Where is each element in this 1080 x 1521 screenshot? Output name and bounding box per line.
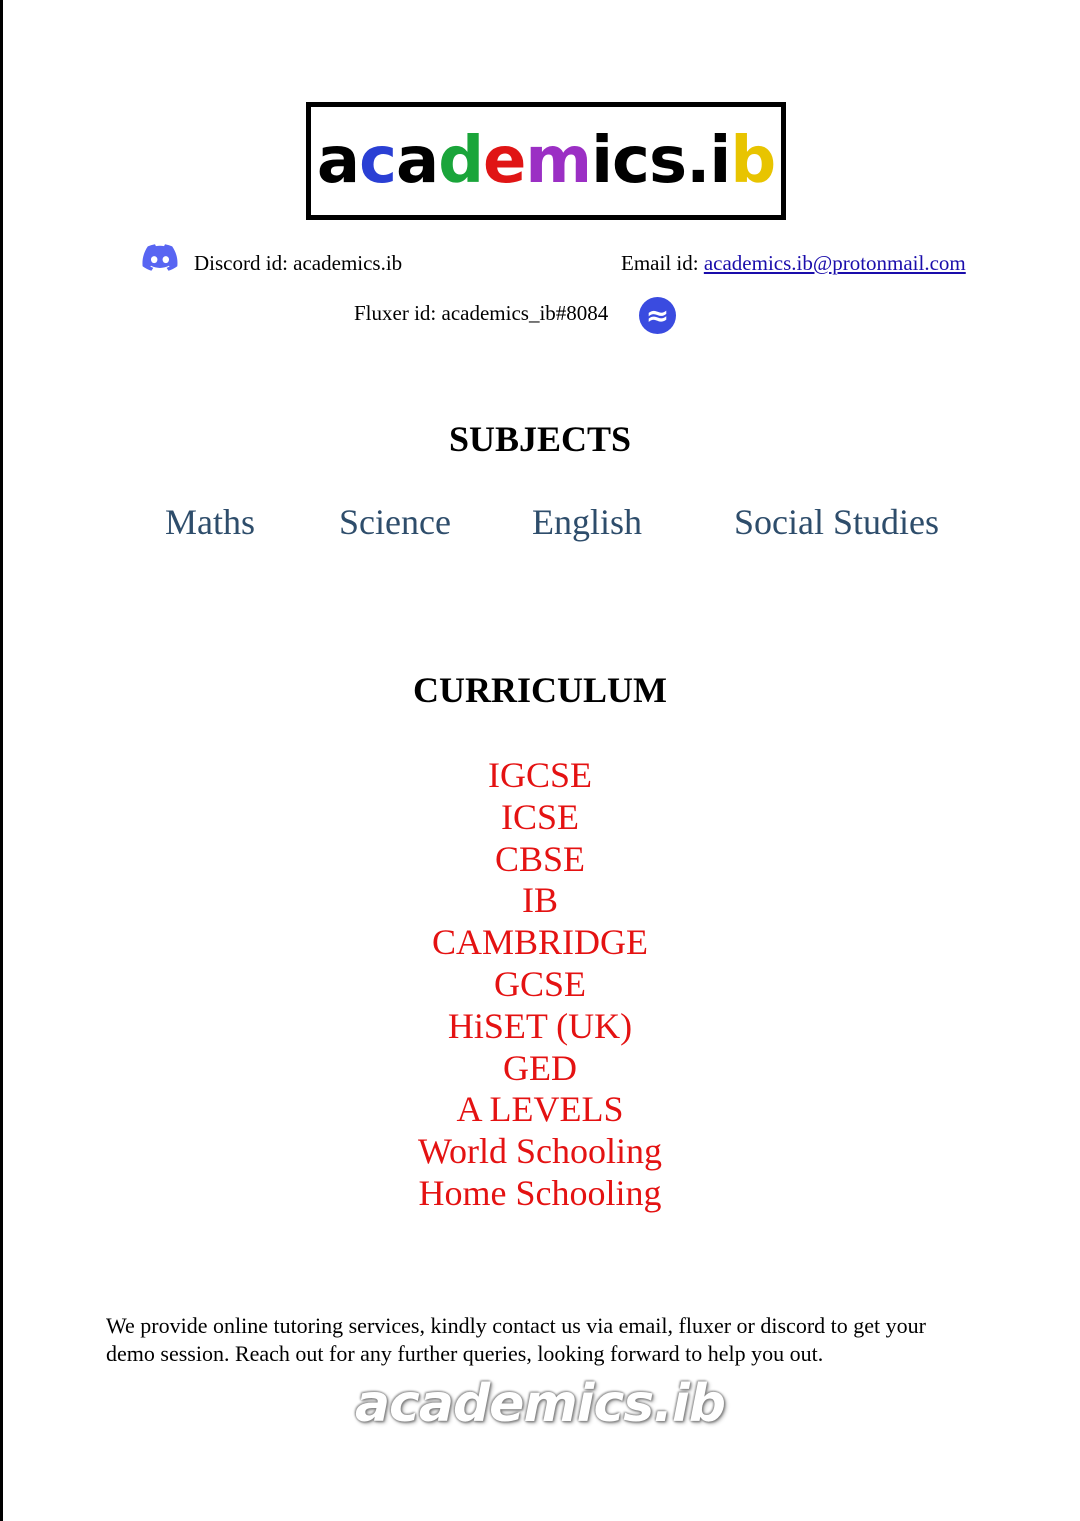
curriculum-item: ICSE bbox=[500, 796, 579, 837]
curriculum-item: Home Schooling bbox=[418, 1172, 662, 1213]
discord-id: Discord id: academics.ib bbox=[194, 251, 403, 275]
subject-maths: Maths bbox=[165, 502, 255, 542]
email-id bbox=[621, 253, 966, 274]
email-link[interactable]: academics.ib@protonmail.com bbox=[703, 251, 966, 275]
footer-text: We provide online tutoring services, kindly contact us via email, fluxer or discord to get your demo session. Reach out for any further queries, looking forward to help you out. bbox=[106, 1313, 926, 1366]
fluxer-id: Fluxer id: academics_ib#8084 bbox=[354, 301, 609, 325]
curriculum-item: GCSE bbox=[493, 963, 587, 1004]
curriculum-item: World Schooling bbox=[417, 1131, 663, 1172]
logo-text: academics.ib bbox=[316, 124, 776, 198]
curriculum-item: CBSE bbox=[494, 838, 586, 879]
subjects-heading: SUBJECTS bbox=[448, 419, 632, 459]
curriculum-item: HiSET (UK) bbox=[447, 1005, 633, 1046]
subject-science: Science bbox=[339, 502, 451, 542]
fluxer-icon: ≈ bbox=[639, 297, 676, 334]
discord-icon bbox=[142, 244, 178, 272]
curriculum-heading: CURRICULUM bbox=[413, 670, 667, 710]
subject-social-studies: Social Studies bbox=[734, 502, 939, 542]
curriculum-list bbox=[0, 755, 1080, 1215]
subject-english: English bbox=[532, 502, 643, 542]
email-label: Email id: bbox=[621, 251, 704, 275]
curriculum-item: IB bbox=[522, 880, 558, 921]
curriculum-item: A LEVELS bbox=[456, 1089, 624, 1130]
curriculum-item: GED bbox=[503, 1047, 577, 1088]
curriculum-item: CAMBRIDGE bbox=[431, 922, 649, 963]
logo bbox=[306, 102, 786, 220]
curriculum-item: IGCSE bbox=[487, 755, 592, 795]
watermark: academics.ib bbox=[354, 1374, 726, 1434]
